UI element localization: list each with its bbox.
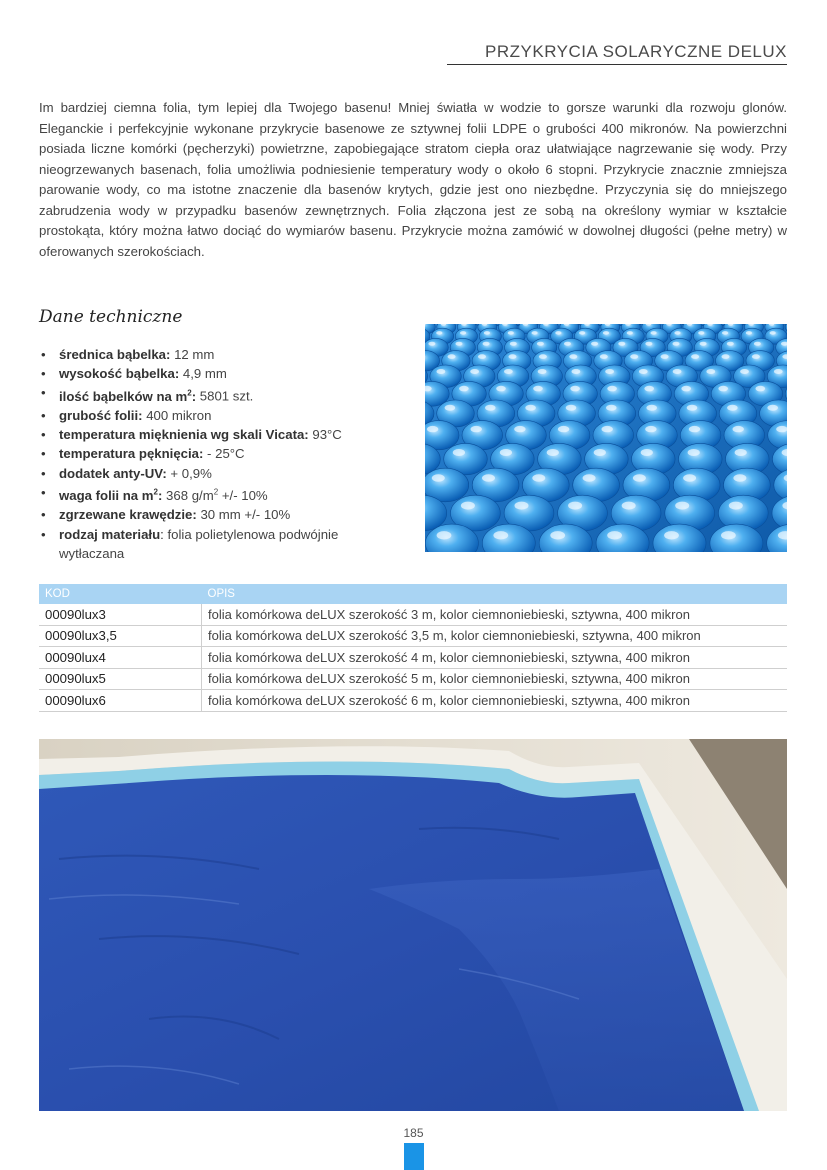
spec-value: + 0,9%	[166, 465, 212, 481]
spec-value: 400 mikron	[142, 408, 212, 423]
spec-key: temperatura pęknięcia:	[59, 446, 204, 462]
column-header-code: KOD	[39, 584, 202, 604]
spec-key: dodatek anty-UV:	[59, 465, 167, 481]
spec-item	[39, 464, 399, 483]
product-description: folia komórkowa deLUX szerokość 5 m, kolor ciemnoniebieski, sztywna, 400 mikron	[202, 668, 788, 690]
spec-value: 93°C	[308, 427, 342, 443]
spec-item	[39, 406, 399, 425]
spec-value: 5801 szt.	[196, 388, 254, 404]
column-header-description: OPIS	[202, 584, 788, 604]
spec-key: średnica bąbelka:	[59, 347, 171, 362]
pool-cover-photo	[39, 739, 787, 1111]
spec-item	[39, 525, 399, 563]
table-row	[39, 668, 787, 690]
product-code: 00090lux3,5	[39, 625, 202, 647]
page-tab-marker	[404, 1143, 424, 1170]
spec-key: temperatura mięknienia wg skali Vicata:	[59, 427, 309, 443]
spec-value: 4,9 mm	[179, 366, 227, 382]
intro-paragraph: Im bardziej ciemna folia, tym lepiej dla Twojego basenu! Mniej światła w wodzie to gorsze warunki dla rozwoju glonów. Eleganckie i perfekcyjnie wykonane przykrycie basenowe ze sztywnej folii LDPE o grubości 400 mikronów. Na powierzchni posiada liczne komórki (pęcherzyki) powietrzne, zapobiegające stratom ciepła oraz ułatwiające nagrzewanie się wody. Przy nieogrzewanych basenach, folia umożliwia podniesienie temperatury wody o około 6 stopni. Przykrycie znacznie zmniejsza parowanie wody, co ma istotne znaczenie dla basenów krytych, gdzie jest ono niezbędne. Przyczynia się do mniejszego zabrudzenia wody w przypadku basenów zewnętrznych. Folia złączona jest ze sobą na określony wymiar w kształcie prostokąta, który można łatwo dociąć do wymiarów basenu. Przykrycie można zamówić w dowolnej długości (pełne metry) w oferowanych szerokościach.	[39, 100, 787, 259]
bubble-foil-photo	[425, 324, 787, 552]
product-table	[39, 584, 787, 712]
spec-key: zgrzewane krawędzie:	[59, 507, 197, 523]
page-number: 185	[403, 1126, 424, 1140]
table-row	[39, 690, 787, 712]
spec-item	[39, 364, 399, 383]
spec-value: 30 mm +/- 10%	[196, 507, 291, 523]
spec-value: - 25°C	[203, 446, 245, 462]
product-code: 00090lux4	[39, 647, 202, 669]
spec-item	[39, 483, 399, 506]
specs-heading: Dane techniczne	[39, 307, 183, 327]
spec-item	[39, 345, 399, 364]
table-row	[39, 625, 787, 647]
specs-list	[39, 345, 399, 563]
product-code: 00090lux5	[39, 668, 202, 690]
spec-value: 368 $g/m^2$ +/- 10%	[162, 487, 268, 504]
spec-key: waga folii na $m^2$:	[59, 487, 163, 504]
spec-key: ilość bąbelków na $m^2$:	[59, 388, 197, 404]
spec-key: wysokość bąbelka:	[59, 366, 180, 382]
table-header-row	[39, 584, 787, 604]
spec-item	[39, 425, 399, 444]
product-description: folia komórkowa deLUX szerokość 4 m, kolor ciemnoniebieski, sztywna, 400 mikron	[202, 647, 788, 669]
product-code: 00090lux3	[39, 604, 202, 625]
spec-key: grubość folii:	[59, 408, 143, 423]
spec-item	[39, 444, 399, 463]
table-row	[39, 604, 787, 625]
product-description: folia komórkowa deLUX szerokość 6 m, kolor ciemnoniebieski, sztywna, 400 mikron	[202, 690, 788, 712]
spec-value: 12 mm	[170, 347, 215, 362]
section-title: PRZYKRYCIA SOLARYCZNE DELUX	[447, 42, 787, 65]
spec-value: folia polietylenowa podwójnie wytłaczana	[59, 526, 339, 561]
spec-key: rodzaj materiału:	[59, 526, 164, 542]
spec-item	[39, 505, 399, 524]
product-description: folia komórkowa deLUX szerokość 3 m, kolor ciemnoniebieski, sztywna, 400 mikron	[202, 604, 788, 625]
product-description: folia komórkowa deLUX szerokość 3,5 m, kolor ciemnoniebieski, sztywna, 400 mikron	[202, 625, 788, 647]
table-row	[39, 647, 787, 669]
product-code: 00090lux6	[39, 690, 202, 712]
spec-item	[39, 383, 399, 406]
